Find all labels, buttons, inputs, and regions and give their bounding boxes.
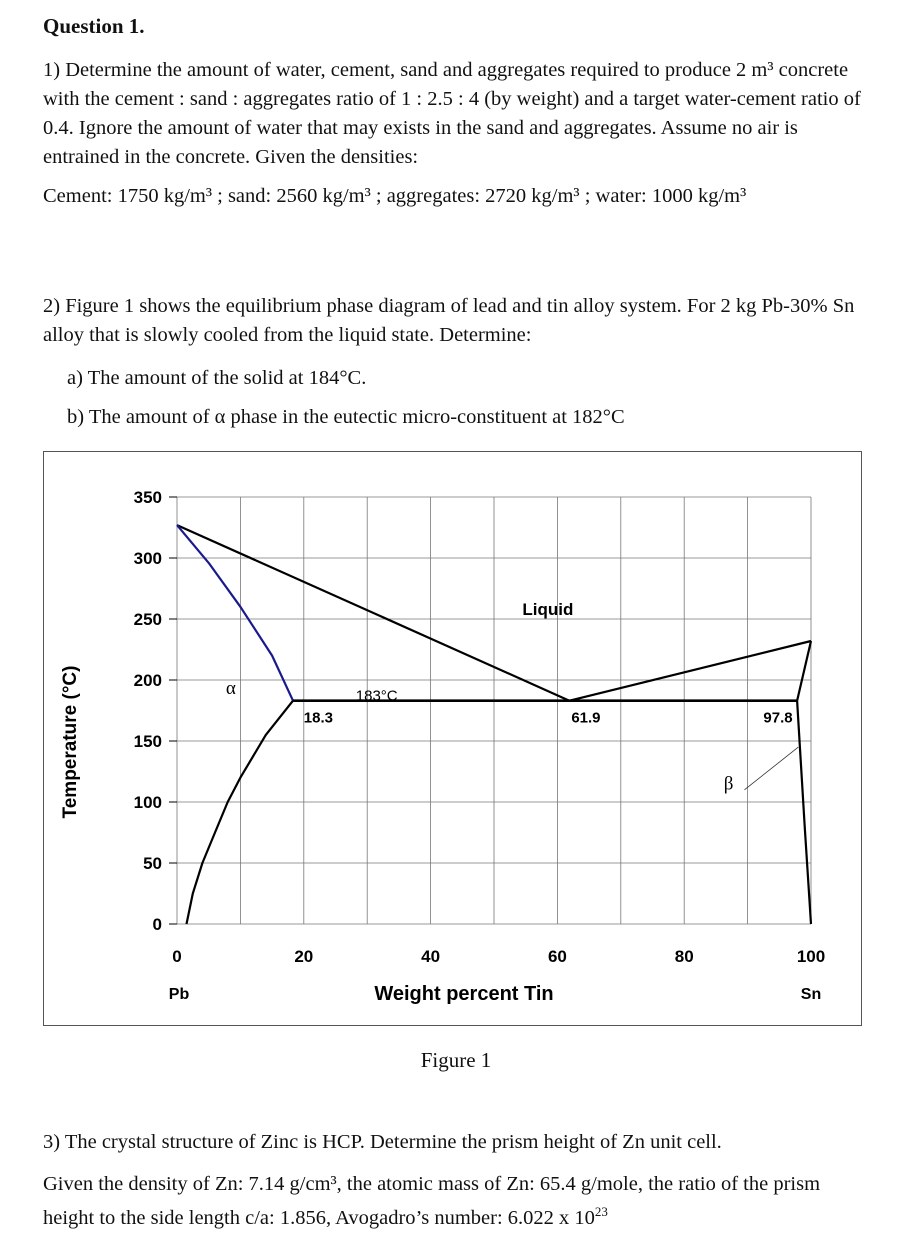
x-axis-element-right: Sn [800, 986, 822, 1003]
y-axis-label: Temperature (°C) [60, 665, 81, 819]
x-tick-label: 60 [547, 947, 567, 966]
x-axis-label: Weight percent Tin [374, 983, 554, 1005]
label-alpha: α [225, 678, 236, 700]
question-part2-text: 2) Figure 1 shows the equilibrium phase diagram of lead and tin alloy system. For 2 kg Pb-30% Sn alloy that is slowly cooled from the liquid state. Determine: [43, 295, 855, 346]
label-eutectic-composition: 61.9 [571, 709, 601, 727]
x-tick-label: 100 [796, 947, 826, 966]
question-part2-b: b) The amount of α phase in the eutectic micro-constituent at 182°C [67, 406, 625, 428]
x-tick-label: 20 [294, 947, 314, 966]
question-part1-givens: Cement: 1750 kg/m³ ; sand: 2560 kg/m³ ; aggregates: 2720 kg/m³ ; water: 1000 kg/m³ [43, 185, 747, 207]
liquidus-line-alpha [177, 525, 569, 701]
question-part2-a: a) The amount of the solid at 184°C. [67, 367, 367, 389]
y-tick-label: 100 [133, 793, 162, 812]
question-part1-text: 1) Determine the amount of water, cement, sand and aggregates required to produce 2 m³ concrete with the cement : sand : aggregates ratio of 1 : 2.5 : 4 (by weight) and a target water-cement ratio of 0.4. Ignore the amount of water that may exists in the sand and aggregates. Assume no air is entrained in the concrete. Given the densities: [43, 59, 861, 168]
phase-diagram-chart [44, 452, 863, 1027]
question-part3-givens-text: Given the density of Zn: 7.14 g/cm³, the atomic mass of Zn: 65.4 g/mole, the ratio of the prism height to the side length c/a: 1.856, Avogadro’s number: 6.022 x 10 [43, 1173, 821, 1229]
x-tick-label: 0 [172, 947, 182, 966]
label-liquid: Liquid [522, 599, 574, 619]
solvus-line-alpha [187, 701, 294, 924]
solidus-line-beta [797, 641, 811, 701]
question-part3-givens-exponent: 23 [594, 1204, 608, 1219]
x-axis-element-left: Pb [168, 986, 190, 1003]
label-alpha-max-composition: 18.3 [303, 709, 333, 727]
question-title: Question 1. [43, 14, 145, 38]
chart-ticks [134, 488, 826, 966]
label-beta: β [723, 773, 734, 795]
y-tick-label: 0 [152, 915, 162, 934]
beta-leader-line [744, 747, 798, 790]
question-part3-text: 3) The crystal structure of Zinc is HCP. Determine the prism height of Zn unit cell. [43, 1131, 722, 1153]
y-tick-label: 50 [143, 854, 162, 873]
y-tick-label: 200 [133, 671, 162, 690]
y-tick-label: 150 [133, 732, 162, 751]
label-beta-min-composition: 97.8 [763, 709, 793, 727]
chart-grid [177, 497, 811, 924]
y-tick-label: 250 [133, 610, 162, 629]
question-part3-givens [43, 1170, 873, 1232]
y-tick-label: 300 [133, 549, 162, 568]
x-tick-label: 80 [674, 947, 694, 966]
solvus-line-beta [797, 701, 811, 924]
figure-caption: Figure 1 [420, 1048, 492, 1072]
phase-diagram-figure [43, 451, 862, 1026]
y-tick-label: 350 [133, 488, 162, 507]
chart-labels [226, 600, 798, 795]
liquidus-line-beta [569, 641, 811, 701]
label-eutectic-temperature: 183°C [355, 687, 398, 705]
x-tick-label: 40 [421, 947, 441, 966]
